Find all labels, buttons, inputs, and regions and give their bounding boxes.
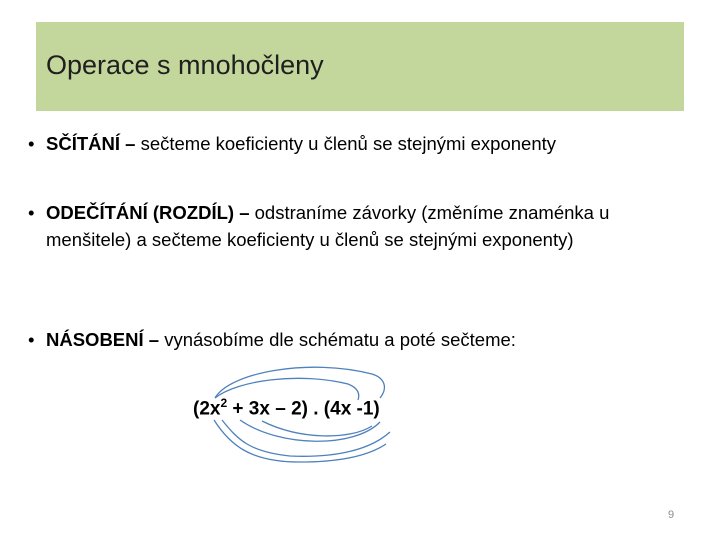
- title-bar: [36, 22, 684, 111]
- bullet-marker: •: [28, 329, 35, 350]
- bullet-term: SČÍTÁNÍ –: [46, 133, 136, 154]
- scheme-arc: [262, 421, 372, 436]
- bullet-marker: •: [28, 202, 35, 223]
- bullet-text: vynásobíme dle schématu a poté sečteme:: [159, 329, 516, 350]
- formula-part: (2x: [193, 398, 221, 420]
- bullet-addition: [28, 130, 646, 157]
- bullet-subtraction: [28, 199, 646, 253]
- bullet-marker: •: [28, 133, 35, 154]
- bullet-term: ODEČÍTÁNÍ (ROZDÍL) –: [46, 202, 250, 223]
- scheme-arc: [215, 367, 384, 398]
- scheme-arc: [240, 420, 380, 441]
- formula-exponent: 2: [220, 396, 228, 410]
- bullet-multiplication: [28, 326, 646, 353]
- bullet-text: odstraníme závorky (změníme znaménka u menšitele) a sečteme koeficienty u členů se stejnými exponenty): [46, 202, 610, 250]
- scheme-arc: [222, 420, 390, 456]
- bullet-term: NÁSOBENÍ –: [46, 329, 160, 350]
- page-number: 9: [668, 509, 675, 521]
- formula-part: + 3x – 2) . (4x -1): [227, 398, 380, 420]
- scheme-arc: [214, 420, 386, 462]
- slide-title: Operace s mnohočleny: [46, 50, 324, 80]
- multiplication-formula: [193, 396, 380, 420]
- bullet-text: sečteme koeficienty u členů se stejnými exponenty: [135, 133, 557, 154]
